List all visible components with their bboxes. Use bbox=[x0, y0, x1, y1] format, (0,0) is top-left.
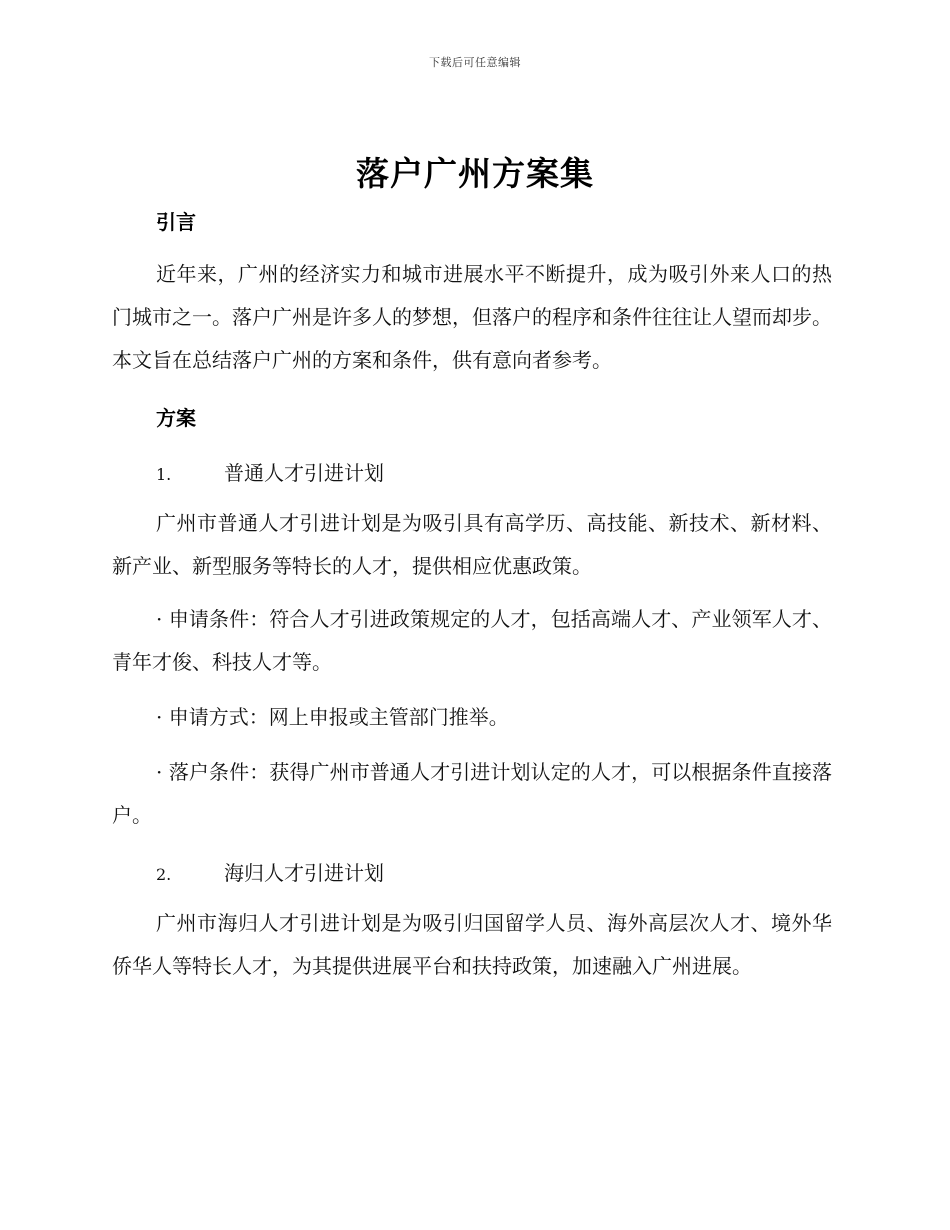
plan-item-2-title: 海归人才引进计划 bbox=[224, 861, 384, 885]
plan-item-2-description: 广州市海归人才引进计划是为吸引归国留学人员、海外高层次人才、境外华侨华人等特长人才，为其提供进展平台和扶持政策，加速融入广州进展。 bbox=[112, 911, 832, 978]
plan-item-1-description: 广州市普通人才引进计划是为吸引具有高学历、高技能、新技术、新材料、新产业、新型服务等特长的人才，提供相应优惠政策。 bbox=[112, 511, 832, 578]
plan-item-1-bullet-method: · 申请方式：网上申报或主管部门推举。 bbox=[156, 705, 509, 729]
plan-item-1-bullet-settlement: · 落户条件：获得广州市普通人才引进计划认定的人才，可以根据条件直接落户。 bbox=[112, 760, 832, 827]
plan-item-1-bullet-conditions: · 申请条件：符合人才引进政策规定的人才，包括高端人才、产业领军人才、青年才俊、科技人才等。 bbox=[112, 607, 832, 674]
plan-item-1-heading bbox=[156, 457, 384, 486]
plan-item-1-number: 1. bbox=[156, 465, 172, 484]
intro-paragraph: 近年来，广州的经济实力和城市进展水平不断提升，成为吸引外来人口的热门城市之一。落户广州是许多人的梦想，但落户的程序和条件往往让人望而却步。本文旨在总结落户广州的方案和条件，供有意向者参考。 bbox=[112, 262, 832, 372]
intro-heading: 引言 bbox=[156, 210, 196, 234]
document-title: 落户广州方案集 bbox=[356, 154, 594, 193]
plan-item-1-title: 普通人才引进计划 bbox=[224, 461, 384, 485]
plan-item-2-number: 2. bbox=[156, 865, 172, 884]
header-note: 下载后可任意编辑 bbox=[429, 56, 521, 69]
plans-heading: 方案 bbox=[156, 406, 196, 430]
plan-item-2-heading bbox=[156, 857, 384, 886]
